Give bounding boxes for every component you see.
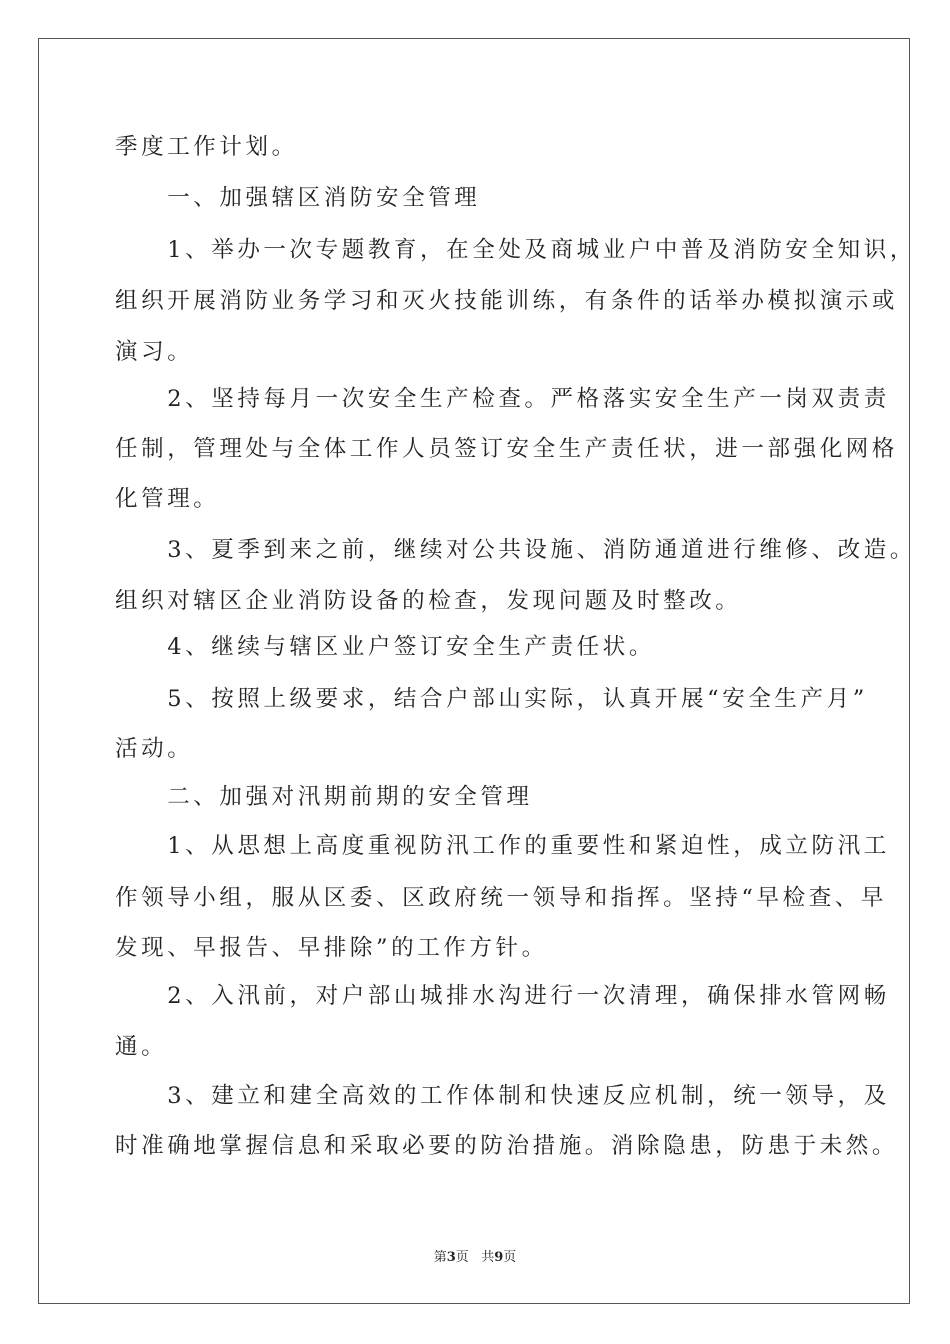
text-line: 4、继续与辖区业户签订安全生产责任状。: [115, 634, 655, 660]
text-line: 任制，管理处与全体工作人员签订安全生产责任状，进一部强化网格: [115, 436, 899, 462]
text-line: 发现、早报告、早排除”的工作方针。: [115, 935, 548, 961]
text-line: 通。: [115, 1034, 168, 1060]
section-heading: 二、加强对汛期前期的安全管理: [115, 784, 533, 810]
total-prefix: 共: [481, 1250, 495, 1265]
text-line: 作领导小组，服从区委、区政府统一领导和指挥。坚持“早检查、早: [115, 885, 888, 911]
text-line: 时准确地掌握信息和采取必要的防治措施。消除隐患，防患于未然。: [115, 1133, 899, 1159]
text-line: 活动。: [115, 736, 194, 762]
text-line: 季度工作计划。: [115, 134, 298, 160]
text-line: 2、坚持每月一次安全生产检查。严格落实安全生产一岗双责责: [115, 386, 890, 412]
total-suffix: 页: [503, 1250, 517, 1265]
page-number: 3: [446, 1250, 456, 1265]
text-line: 5、按照上级要求，结合户部山实际，认真开展“安全生产月”: [115, 686, 868, 712]
text-line: 1、从思想上高度重视防汛工作的重要性和紧迫性，成立防汛工: [115, 833, 890, 859]
text-line: 组织对辖区企业消防设备的检查，发现问题及时整改。: [115, 588, 742, 614]
text-line: 2、入汛前，对户部山城排水沟进行一次清理，确保排水管网畅: [115, 983, 890, 1009]
page-footer: [0, 1246, 950, 1265]
page-prefix: 第: [433, 1250, 447, 1265]
section-heading: 一、加强辖区消防安全管理: [115, 185, 481, 211]
total-pages: 9: [494, 1250, 504, 1265]
page-suffix: 页: [455, 1250, 469, 1265]
page-border: [38, 38, 910, 1304]
text-line: 3、建立和建全高效的工作体制和快速反应机制，统一领导，及: [115, 1083, 890, 1109]
text-line: 组织开展消防业务学习和灭火技能训练，有条件的话举办模拟演示或: [115, 288, 899, 314]
text-line: 演习。: [115, 339, 194, 365]
text-line: 1、举办一次专题教育，在全处及商城业户中普及消防安全知识，: [115, 237, 916, 263]
text-line: 3、夏季到来之前，继续对公共设施、消防通道进行维修、改造。: [115, 537, 916, 563]
text-line: 化管理。: [115, 486, 220, 512]
